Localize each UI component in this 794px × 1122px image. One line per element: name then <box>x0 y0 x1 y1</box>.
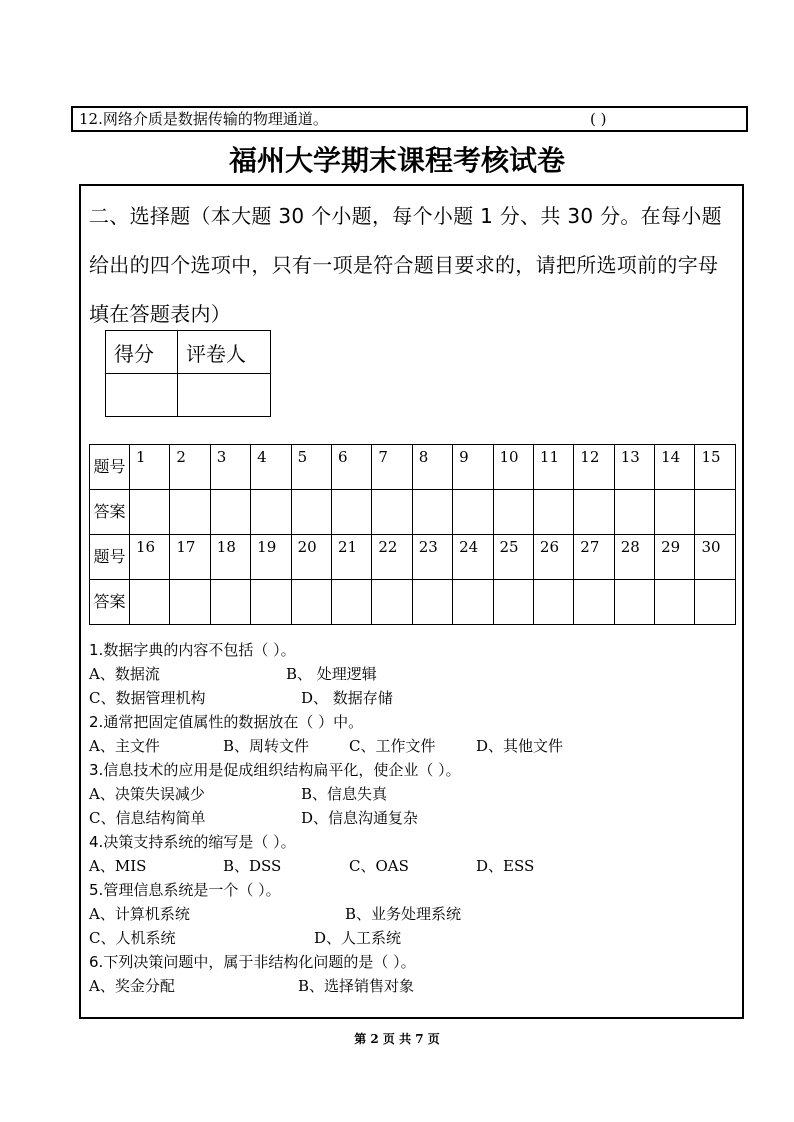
option: C、工作文件 <box>349 737 436 755</box>
question-number-cell: 7 <box>372 445 412 490</box>
score-cell[interactable] <box>106 374 178 417</box>
question-number-label: 题号 <box>90 535 130 580</box>
question-number-cell: 26 <box>533 535 573 580</box>
option-row <box>89 806 729 830</box>
option: C、人机系统 <box>89 929 176 947</box>
option: B、业务处理系统 <box>345 905 462 923</box>
option: D、信息沟通复杂 <box>301 809 419 827</box>
score-table <box>105 330 271 417</box>
question-number-cell: 17 <box>170 535 210 580</box>
question-number-cell: 29 <box>655 535 695 580</box>
question-number-cell: 22 <box>372 535 412 580</box>
question-text: 通常把固定值属性的数据放在（ ）中。 <box>103 713 364 731</box>
option-row <box>89 782 729 806</box>
question-number-cell: 19 <box>251 535 291 580</box>
question-stem <box>89 878 729 902</box>
option: A、数据流 <box>89 665 160 683</box>
option: D、 数据存储 <box>301 689 393 707</box>
option-row <box>89 734 729 758</box>
answer-cell[interactable] <box>412 490 452 535</box>
section-box <box>79 184 744 1019</box>
option-row <box>89 662 729 686</box>
question-stem <box>89 758 729 782</box>
question-number-cell: 28 <box>614 535 654 580</box>
answer-label: 答案 <box>90 490 130 535</box>
question-number-cell: 20 <box>291 535 331 580</box>
question-number-cell: 6 <box>331 445 371 490</box>
option: B、选择销售对象 <box>298 977 415 995</box>
option-row <box>89 902 729 926</box>
question-number-label: 题号 <box>90 445 130 490</box>
answer-label: 答案 <box>90 580 130 625</box>
question-number-cell: 5 <box>291 445 331 490</box>
answer-cell[interactable] <box>453 490 493 535</box>
answer-cell[interactable] <box>574 490 614 535</box>
question-number-cell: 21 <box>331 535 371 580</box>
previous-question-box <box>71 106 748 132</box>
option: A、MIS <box>89 857 147 875</box>
answer-cell[interactable] <box>533 580 573 625</box>
answer-cell[interactable] <box>695 580 736 625</box>
question-number-cell: 1 <box>130 445 170 490</box>
question-number-cell: 18 <box>210 535 250 580</box>
answer-cell[interactable] <box>655 490 695 535</box>
section-instructions: 二、选择题（本大题 30 个小题，每个小题 1 分、共 30 分。在每小题给出的四个选项中，只有一项是符合题目要求的，请把所选项前的字母填在答题表内） <box>89 204 722 326</box>
question-text: 下列决策问题中，属于非结构化问题的是（ ）。 <box>103 953 416 971</box>
question-number-cell: 30 <box>695 535 736 580</box>
answer-cell[interactable] <box>695 490 736 535</box>
option: D、人工系统 <box>314 929 402 947</box>
question-number-cell: 8 <box>412 445 452 490</box>
option: B、周转文件 <box>223 737 310 755</box>
score-header: 得分 <box>106 331 178 374</box>
answer-cell[interactable] <box>372 490 412 535</box>
question-12-text: 12.网络介质是数据传输的物理通道。 <box>79 110 328 128</box>
question-number-cell: 24 <box>453 535 493 580</box>
page-footer: 第 2 页 共 7 页 <box>354 1032 440 1046</box>
question-number-cell: 2 <box>170 445 210 490</box>
question-text: 决策支持系统的缩写是（ ）。 <box>103 833 296 851</box>
answer-cell[interactable] <box>412 580 452 625</box>
question-number-cell: 16 <box>130 535 170 580</box>
option: A、计算机系统 <box>89 905 190 923</box>
answer-cell[interactable] <box>210 490 250 535</box>
answer-cell[interactable] <box>331 580 371 625</box>
option: B、DSS <box>223 857 282 875</box>
answer-cell[interactable] <box>331 490 371 535</box>
answer-cell[interactable] <box>130 580 170 625</box>
answer-cell[interactable] <box>574 580 614 625</box>
answer-cell[interactable] <box>453 580 493 625</box>
option-row <box>89 974 729 998</box>
question-number-cell: 10 <box>493 445 533 490</box>
option: D、ESS <box>476 857 535 875</box>
question-stem <box>89 638 729 662</box>
answer-blank[interactable]: ( ) <box>590 110 607 128</box>
option: A、决策失误减少 <box>89 785 205 803</box>
answer-cell[interactable] <box>493 490 533 535</box>
answer-cell[interactable] <box>614 490 654 535</box>
question-number-cell: 4 <box>251 445 291 490</box>
question-number-cell: 25 <box>493 535 533 580</box>
grader-header: 评卷人 <box>178 331 271 374</box>
option: C、信息结构简单 <box>89 809 206 827</box>
question-number: 3. <box>89 761 104 779</box>
question-stem <box>89 830 729 854</box>
question-stem <box>89 950 729 974</box>
option-row <box>89 926 729 950</box>
question-number-cell: 14 <box>655 445 695 490</box>
option: A、主文件 <box>89 737 160 755</box>
question-number-cell: 3 <box>210 445 250 490</box>
answer-cell[interactable] <box>655 580 695 625</box>
option: C、数据管理机构 <box>89 689 206 707</box>
question-stem <box>89 710 729 734</box>
answer-cell[interactable] <box>170 490 210 535</box>
answer-cell[interactable] <box>251 580 291 625</box>
answer-cell[interactable] <box>291 490 331 535</box>
option-row <box>89 686 729 710</box>
option: B、信息失真 <box>301 785 388 803</box>
question-number: 2. <box>89 713 104 731</box>
option: B、 处理逻辑 <box>286 665 377 683</box>
question-number-cell: 27 <box>574 535 614 580</box>
question-list <box>89 638 729 998</box>
question-number-cell: 11 <box>533 445 573 490</box>
question-text: 数据字典的内容不包括（ ）。 <box>103 641 296 659</box>
grader-cell[interactable] <box>178 374 271 417</box>
option: C、OAS <box>349 857 409 875</box>
answer-cell[interactable] <box>291 580 331 625</box>
question-number-cell: 13 <box>614 445 654 490</box>
answer-cell[interactable] <box>493 580 533 625</box>
answer-cell[interactable] <box>130 490 170 535</box>
question-number-cell: 9 <box>453 445 493 490</box>
answer-table <box>89 444 736 625</box>
answer-cell[interactable] <box>372 580 412 625</box>
question-text: 信息技术的应用是促成组织结构扁平化，使企业（ ）。 <box>103 761 461 779</box>
page-title: 福州大学期末课程考核试卷 <box>228 144 565 177</box>
question-number: 1. <box>89 641 104 659</box>
question-number-cell: 23 <box>412 535 452 580</box>
question-number-cell: 15 <box>695 445 736 490</box>
answer-cell[interactable] <box>170 580 210 625</box>
question-number: 4. <box>89 833 104 851</box>
answer-cell[interactable] <box>533 490 573 535</box>
answer-cell[interactable] <box>251 490 291 535</box>
option-row <box>89 854 729 878</box>
question-number: 6. <box>89 953 104 971</box>
option: A、奖金分配 <box>89 977 175 995</box>
question-number-cell: 12 <box>574 445 614 490</box>
answer-cell[interactable] <box>614 580 654 625</box>
question-number: 5. <box>89 881 104 899</box>
question-text: 管理信息系统是一个（ ）。 <box>103 881 281 899</box>
option: D、其他文件 <box>476 737 564 755</box>
answer-cell[interactable] <box>210 580 250 625</box>
